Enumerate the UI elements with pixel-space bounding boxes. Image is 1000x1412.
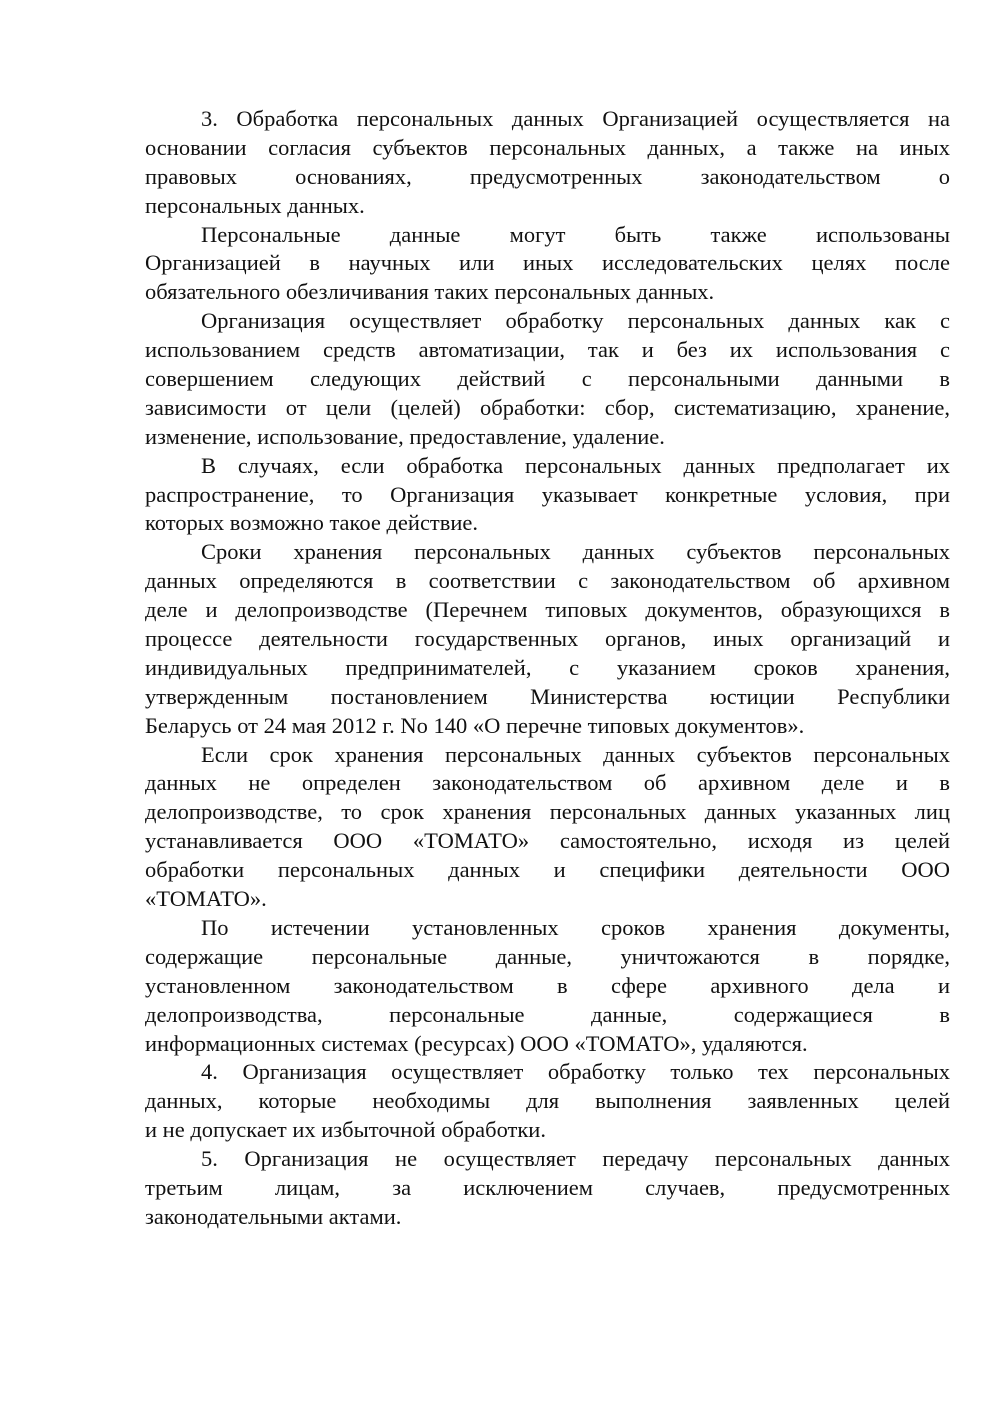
paragraph bbox=[145, 914, 950, 1058]
text-line: В случаях, если обработка персональных данных предполагает их bbox=[201, 452, 950, 478]
text-line: процессе деятельности государственных органов, иных организаций и bbox=[145, 626, 950, 652]
text-line: Если срок хранения персональных данных субъектов персональных bbox=[201, 741, 950, 767]
text-line: Персональные данные могут быть также использованы bbox=[201, 221, 950, 247]
text-line: обработки персональных данных и специфики деятельности ООО bbox=[145, 857, 950, 883]
paragraph bbox=[145, 1145, 950, 1232]
paragraph bbox=[145, 307, 950, 451]
text-line: персональных данных. bbox=[145, 192, 365, 218]
text-line: обязательного обезличивания таких персональных данных. bbox=[145, 279, 715, 305]
text-line: делопроизводстве, то срок хранения персональных данных указанных лиц bbox=[145, 799, 950, 825]
text-line: индивидуальных предпринимателей, с указанием сроков хранения, bbox=[145, 654, 950, 680]
text-line: 4. Организация осуществляет обработку только тех персональных bbox=[201, 1059, 950, 1085]
text-line: данных, которые необходимы для выполнения заявленных целей bbox=[145, 1088, 950, 1114]
text-line: утвержденным постановлением Министерства юстиции Республики bbox=[145, 683, 950, 709]
paragraph bbox=[145, 741, 950, 914]
text-line: правовых основаниях, предусмотренных законодательством о bbox=[145, 163, 950, 189]
paragraph bbox=[145, 105, 950, 221]
text-line: устанавливается ООО «ТОМАТО» самостоятельно, исходя из целей bbox=[145, 828, 950, 854]
text-line: третьим лицам, за исключением случаев, предусмотренных bbox=[145, 1174, 950, 1200]
text-line: установленном законодательством в сфере архивного дела и bbox=[145, 972, 950, 998]
text-line: законодательными актами. bbox=[145, 1203, 402, 1229]
text-line: «ТОМАТО». bbox=[145, 886, 267, 912]
text-line: данных не определен законодательством об архивном деле и в bbox=[145, 770, 950, 796]
text-line: основании согласия субъектов персональных данных, а также на иных bbox=[145, 134, 950, 160]
text-line: 5. Организация не осуществляет передачу персональных данных bbox=[201, 1146, 950, 1172]
text-line: информационных системах (ресурсах) ООО «ТОМАТО», удаляются. bbox=[145, 1030, 808, 1056]
document-page bbox=[145, 105, 950, 1232]
text-line: деле и делопроизводстве (Перечнем типовых документов, образующихся в bbox=[145, 597, 950, 623]
text-line: содержащие персональные данные, уничтожаются в порядке, bbox=[145, 943, 950, 969]
text-line: изменение, использование, предоставление, удаление. bbox=[145, 423, 665, 449]
text-line: 3. Обработка персональных данных Организацией осуществляется на bbox=[201, 106, 950, 131]
text-line: и не допускает их избыточной обработки. bbox=[145, 1117, 546, 1143]
text-line: Организация осуществляет обработку персональных данных как с bbox=[201, 308, 950, 334]
text-line: Сроки хранения персональных данных субъектов персональных bbox=[201, 539, 950, 565]
paragraph bbox=[145, 452, 950, 539]
text-line: делопроизводства, персональные данные, содержащиеся в bbox=[145, 1001, 950, 1027]
text-line: которых возможно такое действие. bbox=[145, 510, 479, 536]
paragraph bbox=[145, 538, 950, 740]
text-line: совершением следующих действий с персональными данными в bbox=[145, 366, 950, 392]
text-line: Организацией в научных или иных исследовательских целях после bbox=[145, 250, 950, 276]
text-line: По истечении установленных сроков хранения документы, bbox=[201, 914, 950, 940]
text-line: распространение, то Организация указывает конкретные условия, при bbox=[145, 481, 950, 507]
text-line: зависимости от цели (целей) обработки: сбор, систематизацию, хранение, bbox=[145, 394, 950, 420]
text-line: использованием средств автоматизации, так и без их использования с bbox=[145, 337, 950, 363]
paragraph bbox=[145, 221, 950, 308]
text-line: данных определяются в соответствии с законодательством об архивном bbox=[145, 568, 950, 594]
text-line: Беларусь от 24 мая 2012 г. No 140 «О перечне типовых документов». bbox=[145, 712, 805, 738]
paragraph bbox=[145, 1058, 950, 1145]
